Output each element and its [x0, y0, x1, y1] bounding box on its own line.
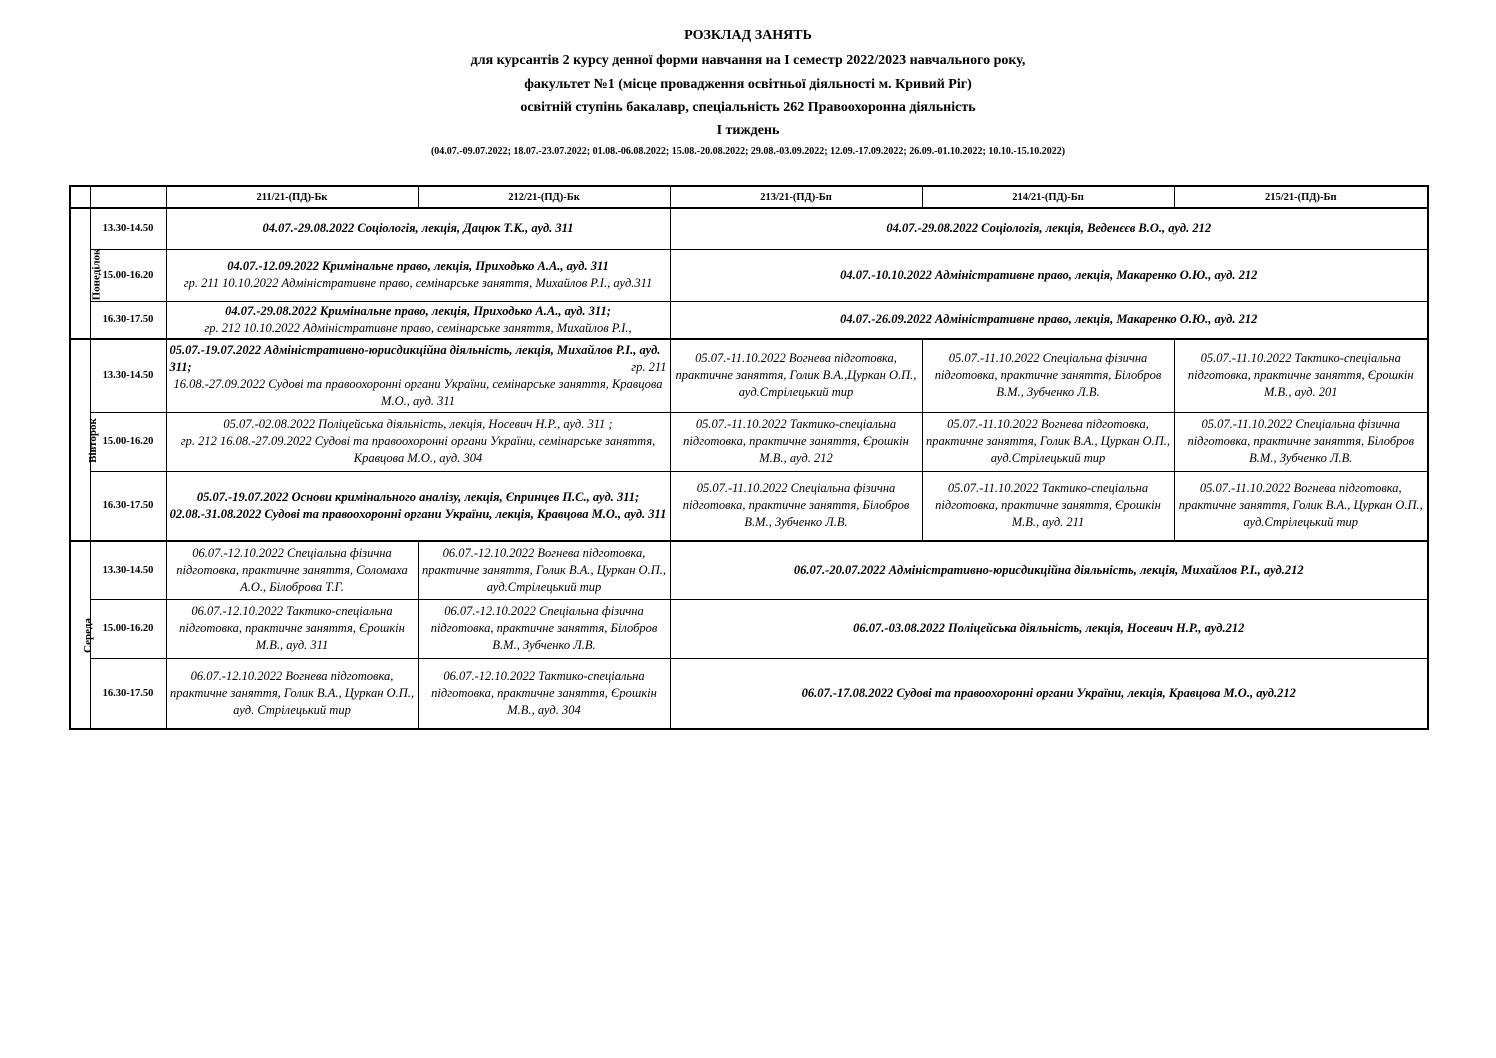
- schedule-table: [69, 185, 1429, 730]
- table-row: [70, 412, 1428, 471]
- lesson-line: 05.07.-19.07.2022 Адміністративно-юрисдикційна діяльність, лекція, Михайлов Р.І., ауд. 311;: [169, 342, 661, 374]
- lesson-line: гр. 212 16.08.-27.09.2022 Судові та правоохоронні органи України, семінарське заняття, Кравцова М.О., ауд. 304: [180, 434, 656, 465]
- lesson-line: гр. 212 10.10.2022 Адміністративне право, семінарське заняття, Михайлов Р.І.,: [204, 320, 632, 335]
- header-corner-time: [90, 186, 166, 208]
- lesson-cell: 05.07.-11.10.2022 Вогнева підготовка, практичне заняття, Голик В.А., Цуркан О.П., ауд.Стрілецький тир: [922, 412, 1174, 471]
- lesson-cell: 06.07.-12.10.2022 Вогнева підготовка, практичне заняття, Голик В.А., Цуркан О.П., ауд.Стрілецький тир: [418, 541, 670, 599]
- lesson-cell: 05.07.-11.10.2022 Спеціальна фізична підготовка, практичне заняття, Білобров В.М., Зубченко Л.В.: [922, 339, 1174, 412]
- lesson-cell: 04.07.-29.08.2022 Соціологія, лекція, Дацюк Т.К., ауд. 311: [166, 208, 670, 249]
- time-slot: 15.00-16.20: [90, 599, 166, 658]
- group-header-213: 213/21-(ПД)-Бп: [670, 186, 922, 208]
- group-header-212: 212/21-(ПД)-Бк: [418, 186, 670, 208]
- day-monday: [70, 208, 103, 339]
- table-row: [70, 541, 1428, 599]
- lesson-cell: 06.07.-20.07.2022 Адміністративно-юрисдикційна діяльність, лекція, Михайлов Р.І., ауд.212: [670, 541, 1428, 599]
- lesson-line: 04.07.-12.09.2022 Кримінальне право, лекція, Приходько А.А., ауд. 311: [227, 259, 609, 273]
- day-label: Вівторок: [86, 418, 99, 463]
- lesson-line: 04.07.-29.08.2022 Кримінальне право, лекція, Приходько А.А., ауд. 311;: [225, 303, 611, 318]
- time-slot: 15.00-16.20: [90, 412, 166, 471]
- header-week: I тиждень: [716, 123, 780, 138]
- lesson-cell: [166, 471, 670, 541]
- time-slot: 15.00-16.20: [90, 249, 166, 301]
- time-slot: 13.30-14.50: [90, 208, 166, 249]
- time-slot: 16.30-17.50: [90, 301, 166, 339]
- day-label: Понеділок: [90, 248, 103, 300]
- lesson-cell: 05.07.-11.10.2022 Спеціальна фізична підготовка, практичне заняття, Білобров В.М., Зубченко Л.В.: [670, 471, 922, 541]
- day-tuesday: [70, 339, 99, 541]
- document-title: РОЗКЛАД ЗАНЯТЬ: [684, 28, 812, 43]
- lesson-cell: 04.07.-29.08.2022 Соціологія, лекція, Веденєєв В.О., ауд. 212: [670, 208, 1428, 249]
- table-row: [70, 599, 1428, 658]
- header-line-specialty: освітній ступінь бакалавр, спеціальність 262 Правоохоронна діяльність: [520, 100, 976, 115]
- lesson-cell: 06.07.-17.08.2022 Судові та правоохоронні органи України, лекція, Кравцова М.О., ауд.212: [670, 658, 1428, 729]
- time-slot: 16.30-17.50: [90, 471, 166, 541]
- table-row: [70, 301, 1428, 339]
- lesson-cell: [166, 339, 670, 412]
- table-row: [70, 339, 1428, 412]
- lesson-line: 02.08.-31.08.2022 Судові та правоохоронні органи України, лекція, Кравцова М.О., ауд. 311: [169, 506, 667, 521]
- table-row: [70, 208, 1428, 249]
- time-slot: 13.30-14.50: [90, 339, 166, 412]
- header-line-course: для курсантів 2 курсу денної форми навчання на I семестр 2022/2023 навчального року,: [470, 53, 1026, 68]
- lesson-cell: 05.07.-11.10.2022 Тактико-спеціальна підготовка, практичне заняття, Єрошкін М.В., ауд. 211: [922, 471, 1174, 541]
- lesson-line: 05.07.-19.07.2022 Основи кримінального аналізу, лекція, Єпринцев П.С., ауд. 311;: [196, 489, 640, 504]
- lesson-cell: 05.07.-11.10.2022 Тактико-спеціальна підготовка, практичне заняття, Єрошкін М.В., ауд. 212: [670, 412, 922, 471]
- lesson-cell: 04.07.-10.10.2022 Адміністративне право, лекція, Макаренко О.Ю., ауд. 212: [670, 249, 1428, 301]
- lesson-cell: 06.07.-12.10.2022 Вогнева підготовка, практичне заняття, Голик В.А., Цуркан О.П., ауд. Стрілецький тир: [166, 658, 418, 729]
- table-row: [70, 658, 1428, 729]
- lesson-cell: [166, 412, 670, 471]
- lesson-cell: 06.07.-12.10.2022 Тактико-спеціальна підготовка, практичне заняття, Єрошкін М.В., ауд. 304: [418, 658, 670, 729]
- group-header-211: 211/21-(ПД)-Бк: [166, 186, 418, 208]
- lesson-line: 16.08.-27.09.2022 Судові та правоохоронні органи України, семінарське заняття, Кравцова М.О., ауд. 311: [173, 376, 663, 408]
- day-wednesday: [70, 541, 94, 729]
- lesson-cell: 06.07.-12.10.2022 Спеціальна фізична підготовка, практичне заняття, Білобров В.М., Зубченко Л.В.: [418, 599, 670, 658]
- time-slot: 13.30-14.50: [90, 541, 166, 599]
- header-dates: (04.07.-09.07.2022; 18.07.-23.07.2022; 01.08.-06.08.2022; 15.08.-20.08.2022; 29.08.-03.09.2022; 12.09.-17.09.2022; 26.09.-01.10.2022; 10.10.-15.10.2022): [430, 146, 1066, 157]
- lesson-cell: 06.07.-12.10.2022 Тактико-спеціальна підготовка, практичне заняття, Єрошкін М.В., ауд. 311: [166, 599, 418, 658]
- time-slot: 16.30-17.50: [90, 658, 166, 729]
- lesson-cell: 06.07.-12.10.2022 Спеціальна фізична підготовка, практичне заняття, Соломаха А.О., Білоброва Т.Г.: [166, 541, 418, 599]
- header-line-faculty: факультет №1 (місце провадження освітньої діяльності м. Кривий Ріг): [524, 77, 972, 92]
- table-header-row: [70, 186, 1428, 208]
- lesson-cell: 05.07.-11.10.2022 Вогнева підготовка, практичне заняття, Голик В.А.,Цуркан О.П., ауд.Стрілецький тир: [670, 339, 922, 412]
- table-row: [70, 249, 1428, 301]
- group-header-214: 214/21-(ПД)-Бп: [922, 186, 1174, 208]
- day-label: Середа: [81, 618, 94, 653]
- lesson-line: гр. 211 10.10.2022 Адміністративне право, семінарське заняття, Михайлов Р.І., ауд.311: [183, 276, 653, 290]
- lesson-cell: 06.07.-03.08.2022 Поліцейська діяльність, лекція, Носевич Н.Р., ауд.212: [670, 599, 1428, 658]
- lesson-line: 05.07.-02.08.2022 Поліцейська діяльність, лекція, Носевич Н.Р., ауд. 311 ;: [223, 417, 613, 431]
- lesson-cell: [166, 249, 670, 301]
- group-header-215: 215/21-(ПД)-Бп: [1174, 186, 1428, 208]
- lesson-cell: 05.07.-11.10.2022 Тактико-спеціальна підготовка, практичне заняття, Єрошкін М.В., ауд. 201: [1174, 339, 1428, 412]
- lesson-cell: 05.07.-11.10.2022 Вогнева підготовка, практичне заняття, Голик В.А., Цуркан О.П., ауд.Стрілецький тир: [1174, 471, 1428, 541]
- table-row: [70, 471, 1428, 541]
- lesson-cell: 04.07.-26.09.2022 Адміністративне право, лекція, Макаренко О.Ю., ауд. 212: [670, 301, 1428, 339]
- lesson-cell: 05.07.-11.10.2022 Спеціальна фізична підготовка, практичне заняття, Білобров В.М., Зубченко Л.В.: [1174, 412, 1428, 471]
- lesson-cell: [166, 301, 670, 339]
- lesson-line: гр. 211: [631, 359, 667, 374]
- header-corner-day: [70, 186, 90, 208]
